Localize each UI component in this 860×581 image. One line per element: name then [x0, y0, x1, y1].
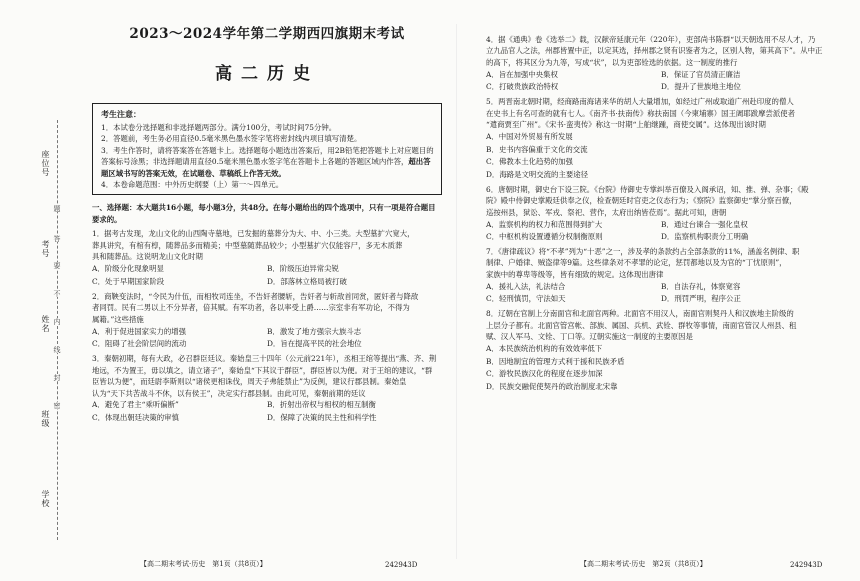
paper-code-right: 242943D [790, 561, 823, 569]
option-a: A．中国对外贸易有所发展 [486, 132, 573, 142]
question-stem: 制律、户婚律、贼盗律等9篇。这些律条对不孝罪的论定，惩罚都地以及为官的“丁忧原则”， [486, 258, 787, 268]
seal-char: 封 [53, 374, 61, 381]
option-b: B．史书内容偏重于文化的交流 [486, 144, 588, 154]
notice-item: 1．本试卷分选择题和非选择题两部分。满分100分，考试时间75分钟。 [101, 122, 337, 132]
question-stem: 的高下，将其区分为九等，写成“状”，以为吏部铨选的依据。这一制度的推行 [486, 57, 738, 67]
seal-char: 密 [53, 402, 61, 409]
paper-code-left: 242943D [385, 561, 418, 569]
option-b: B．因地制宜的管理方式利于援和民族矛盾 [486, 356, 625, 366]
school-label: 学校 [41, 490, 50, 508]
option-c: C．体现出朝廷决策的审慎 [92, 412, 179, 422]
question-stem: 8．辽朝在官制上分南面官和北面官两种。北面官不用汉人，南面官则契丹人和汉族地主阶级的 [486, 309, 794, 319]
option-b: B．通过台谏合一强化皇权 [661, 219, 748, 229]
question-stem: 上层分子都有。北面官管宫帐、部族、属国、兵机、武铨、群牧等事情，南面官管汉人州县、租 [486, 320, 797, 330]
option-a: A．旨在加强中央集权 [486, 69, 558, 79]
option-d: D．民族交融促使契丹的政治制度北宋靠 [486, 381, 618, 391]
subject-title: 高二历史 [215, 63, 319, 84]
exam-title: 2023～2024学年第二学期西四旗期末考试 [129, 26, 405, 42]
option-d: D．旨在提高平民的社会地位 [267, 339, 362, 349]
seal-char: 线 [53, 346, 61, 353]
option-c: C．游牧民族汉化的程度在逐步加深 [486, 369, 603, 379]
question-stem: 6．唐朝时期，御史台下设三院。《台院》侍御史专掌纠举百僚及入阁承诏，知、推、弹、杂事；《殿 [486, 184, 809, 194]
question-stem: 在史书上有名可查的就有七人。《南齐书·扶南传》称扶南国（今柬埔寨）国王阇耶跋摩尝派使者 [486, 108, 796, 118]
name-label: 姓名 [41, 315, 50, 333]
question-stem: 赋、汉人军马、文铨、丁口等。辽朝实施这一制度的主要原因是 [486, 332, 693, 342]
option-c: C．佛教本土化趋势的加强 [486, 157, 573, 167]
question-3 [92, 353, 442, 424]
question-stem: 巡按州县，狱讼、军戎、祭祀、营作，太府出纳皆莅焉”。据此可知，唐朝 [486, 207, 727, 217]
option-a: A．本民族统治机构的有效效率低下 [486, 344, 603, 354]
option-b: B．自法存礼，体察宽容 [661, 281, 741, 291]
question-stem: 臣皆以为便”，而廷尉李斯则以“诸侯更相诛伐，周天子弗能禁止”为反例，建议行郡县制。秦始皇 [92, 377, 407, 387]
option-c: C．处于早期国家阶段 [92, 276, 165, 286]
seal-char: 题 [53, 205, 61, 212]
option-c: C．阻碍了社会阶层间的流动 [92, 339, 187, 349]
notice-title: 考生注意： [101, 109, 141, 120]
notice-item: 4．本卷命题范围：中外历史纲要（上）第一～四单元。 [101, 180, 284, 189]
option-d: D．海路是文明交流的主要途径 [486, 169, 589, 179]
page-footer-right: 【高二期末考试·历史 第2页（共8页）】 [580, 560, 707, 568]
class-label: 班级 [41, 410, 50, 428]
question-stem: 院》殿中侍御史掌殿廷供奉之仪，检查朝廷时官吏之仪态行为；《察院》监察御史“掌分察百僚， [486, 196, 797, 206]
option-a: A．援礼入法，礼法结合 [486, 281, 566, 291]
seal-char: 不 [53, 290, 61, 297]
question-2 [92, 291, 442, 350]
option-d: D．监察机构职责分工明确 [661, 232, 749, 241]
option-c: C．中枢机构设置遵循分权制衡原则 [486, 232, 603, 241]
option-a: A．避免了君主“乘听偏断” [92, 400, 179, 410]
question-6 [486, 184, 836, 243]
seat-number-label: 座位号 [41, 150, 50, 177]
seal-line [57, 120, 58, 540]
question-7 [486, 246, 836, 305]
question-stem: 属籍。”这些措施 [92, 314, 144, 324]
option-a: A．利于促进国家实力的增强 [92, 326, 187, 336]
question-4 [486, 34, 836, 93]
part-one-title: 一、选择题：本大题共16小题，每小题3分，共48分。在每小题给出的四个选项中，只有一项是符合题目要求的。 [92, 203, 436, 224]
question-stem: 2．商鞅变法时，“令民为什伍，而相牧司连坐，不告奸者腰斩，告奸者与斩敌首同赏，匿奸者与降敌 [92, 291, 419, 301]
option-d: D．保障了决策的民主性和科学性 [267, 412, 377, 422]
page-divider [456, 24, 457, 559]
exam-notice-box [92, 103, 442, 195]
option-a: A．监察机构的权力和范围得到扩大 [486, 219, 603, 229]
question-stem: 地远，不为置王，毋以填之，请立诸子”，秦始皇“下其议于群臣”，群臣皆以为便。对于王绾的建议，“群 [92, 365, 433, 375]
question-stem: 认为“天下共苦战斗不休，以有侯王”，决定实行郡县制。由此可见，秦朝前期的廷议 [92, 388, 366, 398]
notice-item: 3．考生作答时，请将答案答在答题卡上。选择题每小题选出答案后，用2B铅笔把答题卡上对应题目的答案标号涂黑；非选择题请用直径0.5毫米黑色墨水签字笔在答题卡上各题的答题区域内作答，超出答题区域书写的答案无效，在试题卷、草稿纸上作答无效。 [101, 145, 434, 178]
notice-item: 2．答题前，考生务必用直径0.5毫米黑色墨水签字笔将密封线内项目填写清楚。 [101, 134, 362, 144]
question-stem: 具和随葬品。这说明龙山文化时期 [92, 252, 203, 262]
option-a: A．阶级分化现象明显 [92, 264, 164, 274]
question-stem: 7．《唐律疏议》将“不孝”列为“十恶”之一，涉及孝的条款约占全部条款的11%，涵盖名例律、职 [486, 246, 800, 256]
question-stem: 者同罚。民有二男以上不分异者，倍其赋。有军功者，各以率受上爵……宗室非有军功论，不得为 [92, 303, 410, 313]
option-b: B．阶级压迫异常尖锐 [267, 264, 339, 274]
page-footer-left: 【高二期末考试·历史 第1页（共8页）】 [140, 560, 267, 568]
question-stem: 1．据考古发现，龙山文化的山西陶寺墓地，已发掘的墓葬分为大、中、小三类。大型墓扩穴宽大， [92, 229, 415, 239]
question-stem: 葬具讲究，有棺有椁，随葬品多而精美；中型墓随葬品较少；小型墓扩穴仅能容尸，多无木质葬 [92, 240, 403, 250]
option-c: C．打破贵族政治特权 [486, 82, 559, 92]
seal-char: 答 [53, 235, 61, 242]
option-b: B．折射出帝权与相权的相互制衡 [267, 400, 376, 410]
option-b: B．激发了地方强宗大族斗志 [267, 326, 362, 336]
question-stem: 立九品官人之法，州郡皆置中正，以定其选，择州郡之贤有识鉴者为之，区别人物，第其高下”。从中正 [486, 46, 823, 56]
option-b: B．保证了官员清正廉洁 [661, 69, 741, 79]
seal-char: 要 [53, 262, 61, 269]
exam-number-label: 考号 [41, 240, 50, 258]
question-8 [486, 308, 836, 392]
option-c: C．轻刑慎罚，守法如天 [486, 294, 566, 304]
left-page [92, 24, 442, 427]
binding-margin [0, 0, 64, 581]
option-d: D．提升了世族地主地位 [661, 82, 741, 92]
question-stem: 3．秦朝初期，每有大政，必召群臣廷议。秦始皇三十四年（公元前221年），丞相王绾等提出“燕、齐、荆 [92, 354, 437, 364]
seal-char: 内 [53, 318, 61, 325]
question-stem: “遣商贾至广州”。《宋书·蛮夷传》称这一时期“上舶继踵，商使交属”。这体现出该时期 [486, 120, 766, 130]
question-stem: 家族中的尊卑等级等，皆有细致的规定。这体现出唐律 [486, 269, 664, 279]
question-5 [486, 96, 836, 180]
question-stem: 5．两晋南北朝时期，经商路南海诸来华的胡人大量增加，如经过广州或取道广州赴印度的僧人 [486, 97, 794, 107]
right-page [486, 34, 836, 396]
option-d: D．刑罚严明，程序公正 [661, 294, 741, 304]
question-1 [92, 228, 442, 287]
question-stem: 4．据《通典》卷《选举二》载，汉献帝延康元年（220年），吏部尚书陈群“以天朝选用不尽人才，乃 [486, 35, 816, 44]
option-d: D．部落林立格局被打破 [267, 276, 347, 286]
